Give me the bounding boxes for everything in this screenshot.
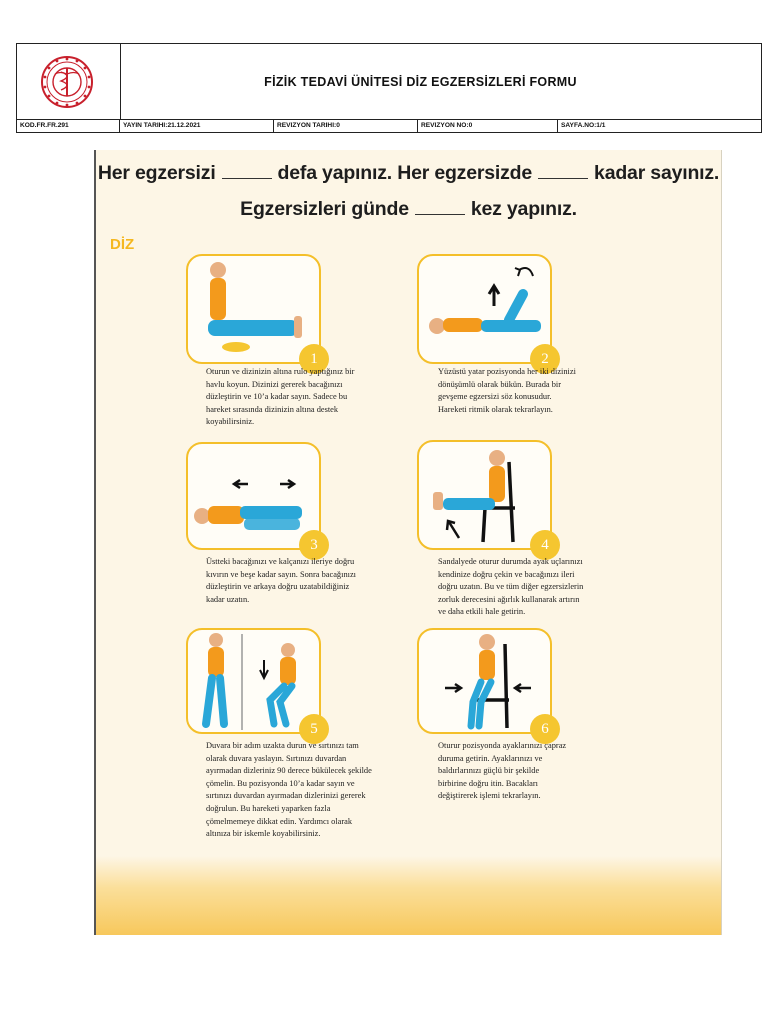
desc-line: duruma getirin. Ayaklarınızı ve: [438, 753, 543, 763]
exercise-5-illustration: [186, 628, 321, 737]
desc-line: havlu koyun. Dizinizi gererek bacağınızı: [206, 379, 343, 389]
desc-line: gevşeme egzersizi söz konusudur.: [438, 392, 552, 402]
form-header: [16, 43, 762, 120]
exercise-6-text: [438, 740, 638, 803]
form-meta-row: [16, 120, 762, 133]
title-cell: [120, 44, 761, 119]
desc-line: olarak duvara yaslayın. Sırtınızı duvardan: [206, 753, 347, 763]
exercise-2-number: 2: [530, 344, 560, 374]
sheet-footer-gradient: [96, 856, 721, 935]
instruction-line-1: [96, 162, 721, 185]
exercise-2-text: [438, 366, 638, 416]
instruction-text: kadar sayınız.: [594, 162, 720, 184]
exercise-5-number: 5: [299, 714, 329, 744]
desc-line: çömelin. Bu pozisyonda 10’a kadar sayın ve: [206, 778, 355, 788]
exercise-2-illustration: [417, 254, 552, 367]
desc-line: zorluk derecesini ağırlık kullanarak artırın: [438, 594, 580, 604]
desc-line: doğru uzatın. Bu ve tüm diğer egzersizlerin: [438, 582, 584, 592]
desc-line: düzleştirin ve 10’a kadar sayın. Sadece bu: [206, 392, 348, 402]
meta-revision-date: REVIZYON TARIHI:0: [274, 120, 418, 132]
desc-line: Yüzüstü yatar pozisyonda her iki dizinizi: [438, 367, 576, 376]
desc-line: birbirine doğru itin. Bacakları: [438, 778, 539, 788]
desc-line: Oturun ve dizinizin altına rulo yaptığınız bir: [206, 367, 355, 376]
desc-line: sırtınızı duvardan ayırmadan dizlerinizi gererek: [206, 791, 366, 801]
desc-line: Üstteki bacağınızı ve kalçanızı ileriye doğru: [206, 557, 355, 566]
desc-line: Duvara bir adım uzakta durun ve sırtınızı tam: [206, 741, 359, 750]
exercise-3-illustration: [186, 442, 321, 553]
meta-page-no: SAYFA.NO:1/1: [561, 122, 606, 129]
desc-line: kıvırın ve beşe kadar sayın. Sonra bacağınızı: [206, 569, 357, 579]
desc-line: Hareketi ritmik olarak tekrarlayın.: [438, 404, 553, 414]
desc-line: baldırlarınızı güçlü bir şekilde: [438, 766, 540, 776]
exercise-5-text: [206, 740, 416, 841]
desc-line: doğrulun. Bu hareketi yaparken fazla: [206, 803, 331, 813]
exercise-4-illustration: [417, 440, 552, 553]
instruction-text: defa yapınız. Her egzersizde: [277, 162, 533, 184]
exercise-4-text: [438, 556, 648, 619]
desc-line: dönüşümlü olarak bükün. Burada bir: [438, 379, 562, 389]
meta-code: KOD.FR.FR.291: [17, 120, 120, 132]
desc-line: ayırmadan dizleriniz 90 derece bükülecek şekilde: [206, 766, 372, 776]
desc-line: altınıza bir iskemle koyabilirsiniz.: [206, 829, 321, 839]
exercise-6-number: 6: [530, 714, 560, 744]
meta-revision-no: REVIZYON NO:0: [418, 120, 558, 132]
exercise-sheet: [94, 150, 721, 935]
desc-line: kadar uzatın.: [206, 594, 250, 604]
desc-line: Sandalyede oturur durumda ayak uçlarınızı: [438, 557, 583, 566]
desc-line: değiştirerek işlemi tekrarlayın.: [438, 791, 541, 801]
form-title: FİZİK TEDAVİ ÜNİTESİ DİZ EGZERSİZLERİ FORMU: [264, 74, 577, 89]
exercise-1-text: [206, 366, 406, 429]
desc-line: çömelmemeye dikkat edin. Yardımcı olarak: [206, 816, 353, 826]
section-title: DİZ: [110, 236, 135, 253]
blank-repetitions: [222, 164, 272, 179]
exercise-3-text: [206, 556, 406, 606]
ministry-logo-icon: [17, 44, 120, 121]
instruction-text: Her egzersizi: [97, 162, 216, 184]
instruction-line-2: [96, 198, 721, 221]
desc-line: düzleştirin ve arkaya doğru uzatabildiğiniz: [206, 582, 350, 592]
blank-count: [538, 164, 588, 179]
desc-line: koyabilirsiniz.: [206, 417, 255, 427]
meta-publish-date: YAYIN TARIHI:21.12.2021: [120, 120, 274, 132]
exercise-4-number: 4: [530, 530, 560, 560]
desc-line: kendinize doğru çekin ve bacağınızı ileri: [438, 569, 575, 579]
blank-times-per-day: [415, 200, 465, 215]
desc-line: ve daha etkili hale getirin.: [438, 607, 526, 617]
instruction-text: kez yapınız.: [470, 198, 577, 220]
exercise-1-illustration: [186, 254, 321, 367]
exercise-3-number: 3: [299, 530, 329, 560]
instruction-text: Egzersizleri günde: [240, 198, 409, 220]
exercise-6-illustration: [417, 628, 552, 737]
desc-line: hareket sırasında dizinizin altına destek: [206, 404, 339, 414]
logo-cell: [17, 44, 121, 119]
desc-line: Oturur pozisyonda ayaklarınızı çapraz: [438, 741, 567, 750]
exercise-1-number: 1: [299, 344, 329, 374]
